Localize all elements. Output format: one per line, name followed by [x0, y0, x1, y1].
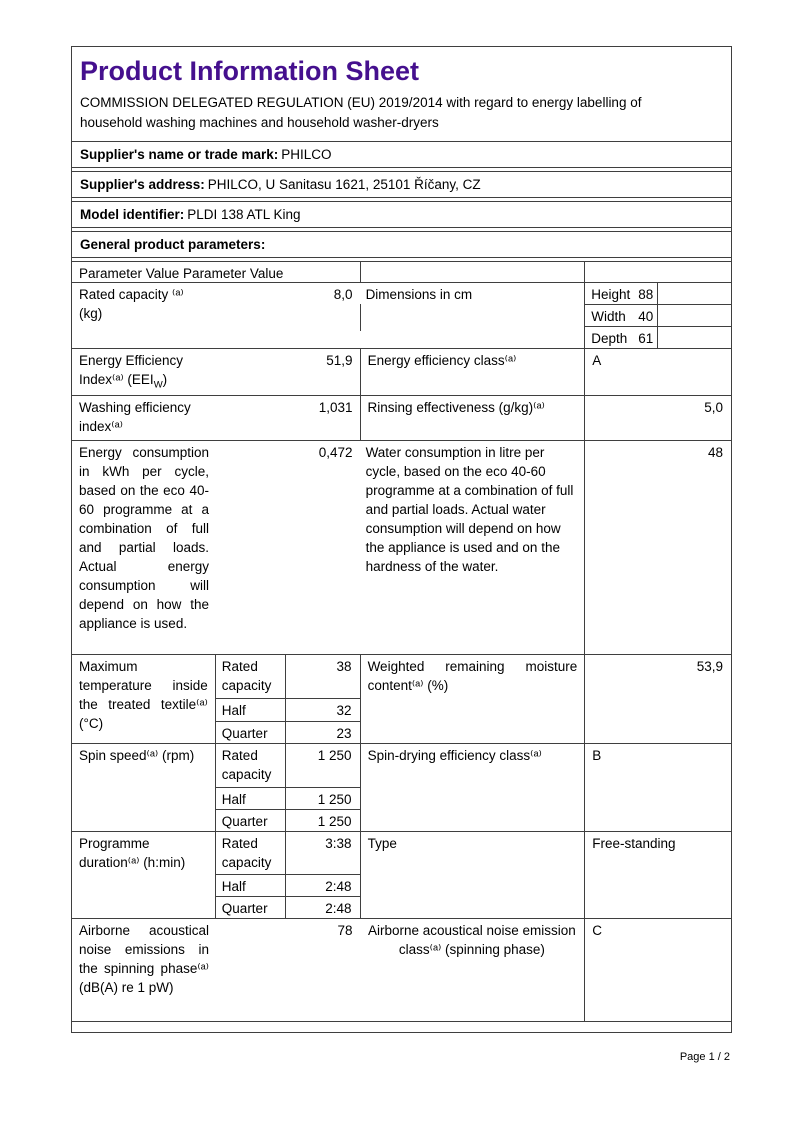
eei-label-post: ) [162, 372, 168, 387]
measurement-label: Rated capacity [216, 832, 286, 874]
measurement-value: 23 [336, 725, 352, 741]
measurement-row [216, 897, 360, 918]
row-washing-efficiency [72, 396, 731, 441]
table-header-empty-cell [360, 262, 585, 282]
measurement-value: 1 250 [317, 813, 352, 829]
dimension-value: 88 [638, 287, 654, 302]
noise-cell [72, 919, 360, 1021]
general-parameters-row [72, 231, 731, 258]
dimension-label: Height [591, 287, 631, 302]
dimension-spacer [658, 327, 731, 348]
eei-label-subscript: W [153, 379, 163, 391]
dimension-label: Width [591, 309, 626, 324]
row-energy-consumption [72, 441, 731, 655]
measurement-label: Half [216, 699, 286, 721]
row-rated-capacity [72, 283, 731, 349]
spin-class-label: Spin-drying efficiency class⁽ᵃ⁾ [360, 744, 585, 831]
dimension-value: 40 [638, 309, 654, 324]
supplier-address-value: PHILCO, U Sanitasu 1621, 25101 Říčany, CZ [207, 177, 481, 192]
dimension-height [585, 283, 658, 304]
rated-capacity-cell [72, 283, 360, 348]
energy-consumption-value: 0,472 [318, 445, 353, 460]
dimension-width [585, 305, 658, 326]
max-temperature-label: Maximum temperature inside the treated textile⁽ᵃ⁾ (°C) [79, 659, 208, 731]
measurement-value: 1 250 [317, 748, 352, 763]
model-identifier-row [72, 201, 731, 228]
measurements-subtable [216, 655, 360, 743]
measurement-value: 32 [336, 703, 352, 718]
energy-class-label: Energy efficiency class⁽ᵃ⁾ [360, 349, 585, 395]
measurement-row [216, 788, 360, 810]
table-header-text: Parameter Value Parameter Value [79, 266, 284, 281]
row-energy-efficiency-index [72, 349, 731, 396]
programme-duration-label: Programme duration⁽ᵃ⁾ (h:min) [79, 836, 186, 870]
washing-efficiency-value: 1,031 [318, 400, 353, 415]
cell-divider [360, 304, 361, 331]
water-consumption-label: Water consumption in litre per cycle, based on the eco 40-60 programme at a combination of full and partial loads. Actual water consumption will depend on how the appliance is used and on the hardness of the water. [365, 445, 574, 574]
rated-capacity-label: Rated capacity ⁽ᵃ⁾ (kg) [79, 287, 184, 321]
measurement-row [216, 722, 360, 744]
noise-class-value: C [584, 919, 731, 1021]
measurement-value: 38 [336, 659, 352, 674]
row-noise [72, 919, 731, 1022]
washing-efficiency-label: Washing efficiency index⁽ᵃ⁾ [79, 400, 191, 434]
regulation-text: COMMISSION DELEGATED REGULATION (EU) 2019/2014 with regard to energy labelling of household washing machines and household washer-dryers [80, 95, 642, 130]
noise-label: Airborne acoustical noise emissions in the spinning phase⁽ᵃ⁾ (dB(A) re 1 pW) [79, 923, 209, 995]
supplier-address-row [72, 171, 731, 198]
table-header-cell [72, 262, 360, 282]
measurements-subtable [216, 832, 360, 918]
row-spin-speed [72, 744, 731, 832]
measurement-value: 1 250 [317, 791, 352, 807]
measurement-label: Quarter [216, 810, 286, 831]
spin-speed-label: Spin speed⁽ᵃ⁾ (rpm) [79, 748, 195, 763]
measurement-row [216, 875, 360, 897]
spin-class-value: B [584, 744, 731, 831]
moisture-value: 53,9 [584, 655, 731, 743]
title-block [72, 47, 731, 132]
eei-cell [72, 349, 360, 395]
measurement-label: Quarter [216, 897, 286, 918]
row-programme-duration [72, 832, 731, 919]
measurement-label: Half [216, 875, 286, 896]
type-label: Type [360, 832, 585, 918]
dimensions-cell [584, 283, 731, 348]
measurement-row [216, 810, 360, 831]
product-information-sheet [71, 46, 732, 1033]
supplier-name-row [72, 141, 731, 168]
supplier-name-value: PHILCO [281, 147, 332, 162]
dimension-label: Depth [591, 331, 628, 346]
dimension-row-width [585, 305, 731, 327]
page-number: Page 1 / 2 [679, 1051, 730, 1063]
supplier-address-label: Supplier's address: [80, 177, 205, 192]
measurement-row [216, 832, 360, 875]
measurement-value: 3:38 [325, 836, 352, 851]
rinsing-label: Rinsing effectiveness (g/kg)⁽ᵃ⁾ [360, 396, 585, 440]
moisture-label: Weighted remaining moisture content⁽ᵃ⁾ (%) [360, 655, 585, 743]
table-header-empty-cell [584, 262, 731, 282]
measurement-value: 2:48 [325, 879, 352, 894]
measurement-label: Rated capacity [216, 655, 286, 698]
max-temperature-measurements [215, 655, 360, 743]
measurement-label: Rated capacity [216, 744, 286, 787]
measurement-label: Half [216, 788, 286, 809]
washing-efficiency-cell [72, 396, 360, 440]
model-identifier-value: PLDI 138 ATL King [187, 207, 301, 222]
measurement-value: 2:48 [325, 901, 352, 916]
row-max-temperature [72, 655, 731, 744]
dimension-depth [585, 327, 658, 348]
water-consumption-value: 48 [584, 441, 731, 654]
noise-value: 78 [337, 923, 353, 938]
measurement-row [216, 744, 360, 788]
supplier-name-label: Supplier's name or trade mark: [80, 147, 279, 162]
spin-speed-measurements [215, 744, 360, 831]
type-value: Free-standing [584, 832, 731, 918]
programme-duration-measurements [215, 832, 360, 918]
page-title: Product Information Sheet [80, 56, 420, 86]
rated-capacity-value: 8,0 [333, 287, 353, 302]
dimension-row-depth [585, 327, 731, 348]
dimension-value: 61 [638, 331, 654, 346]
eei-label [79, 351, 201, 395]
general-parameters-heading: General product parameters: [80, 237, 266, 252]
dimension-spacer [658, 283, 731, 304]
energy-consumption-label: Energy consumption in kWh per cycle, based on the eco 40-60 programme at a combination of full and partial loads. Actual energy consumption will depend on how the appliance is used. [79, 445, 209, 631]
parameters-table [72, 261, 731, 1022]
dimension-spacer [658, 305, 731, 326]
measurements-subtable [216, 744, 360, 831]
dimensions-label: Dimensions in cm [365, 287, 473, 302]
noise-class-label: Airborne acoustical noise emission class⁽ᵃ⁾ (spinning phase) [367, 923, 576, 957]
dimensions-subtable [585, 283, 731, 348]
measurement-row [216, 699, 360, 722]
rinsing-value: 5,0 [584, 396, 731, 440]
eei-label-pre: Energy Efficiency Index⁽ᵃ⁾ (EEI [79, 353, 184, 387]
measurement-row [216, 655, 360, 699]
measurement-label: Quarter [216, 722, 286, 744]
energy-consumption-cell [72, 441, 360, 654]
eei-value: 51,9 [326, 353, 353, 368]
energy-class-value: A [584, 349, 731, 395]
model-identifier-label: Model identifier: [80, 207, 185, 222]
table-header-row [72, 262, 731, 283]
dimension-row-height [585, 283, 731, 305]
